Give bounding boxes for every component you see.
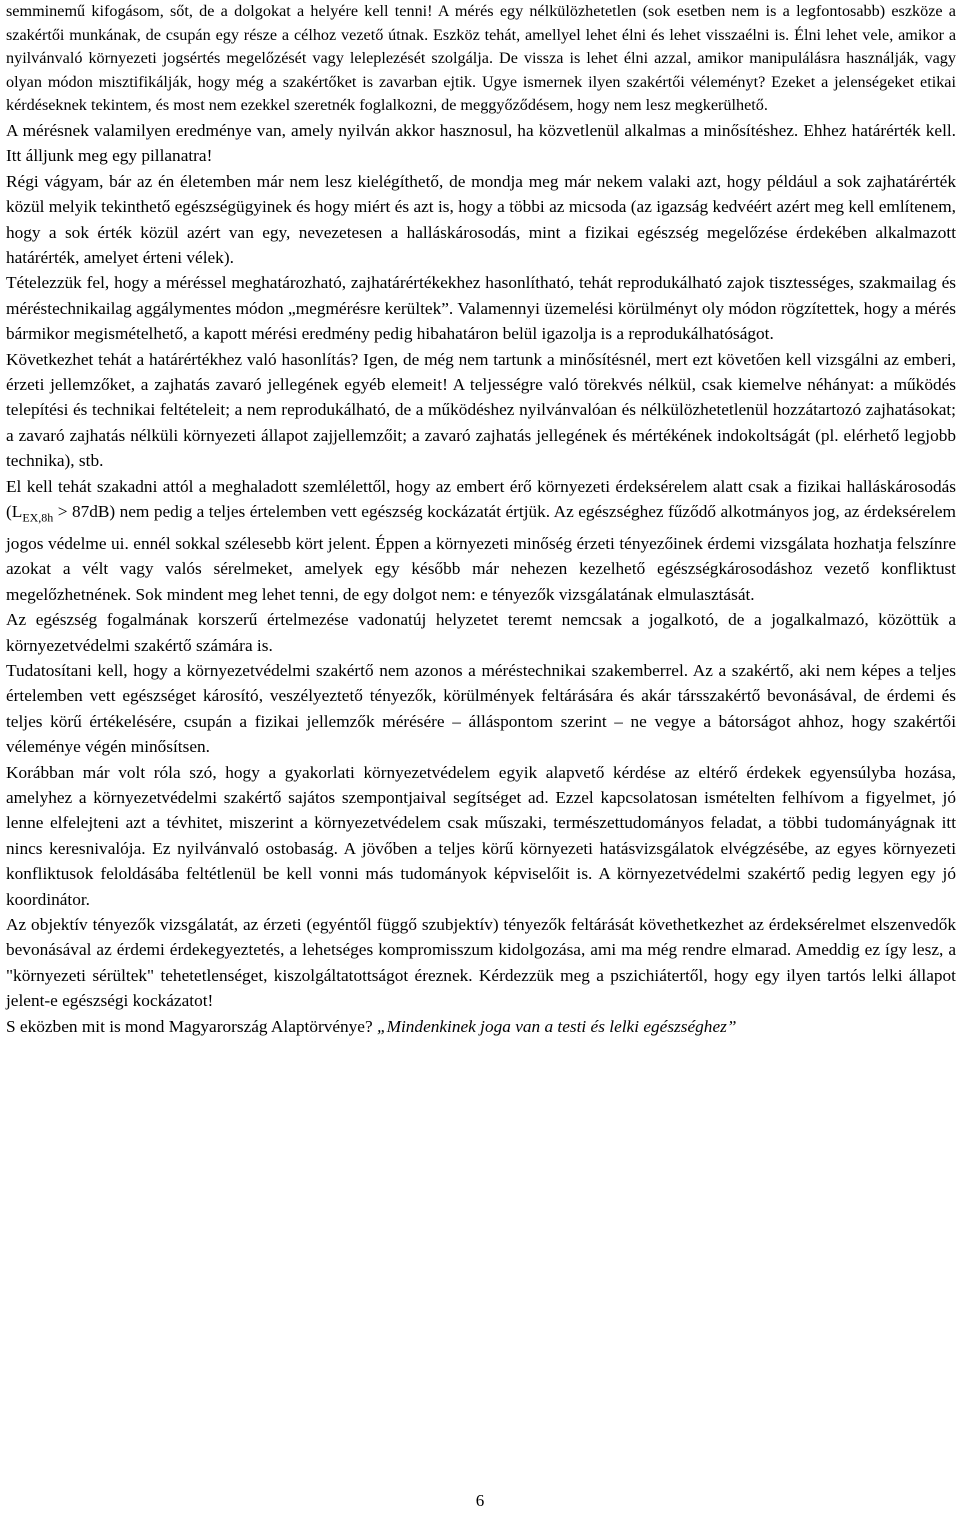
page-number: 6 [475, 1491, 485, 1510]
health-risk-text-end: > 87dB) nem pedig a teljes értelemben vett egészség kockázatát értjük. Az egészséghez fűződő alkotmányos jog, az érdeksérelem jogos védelme ui. ennél sokkal szélesebb kört jelent. Éppen a környezeti minőség érzeti tényezőinek érdemi vizsgálata hozhatja felszínre azokat a vélt vagy valós sérelmeket, amelyek egy később már nehezen kezelhető egészségkárosodáshoz vezető konfliktust megelőzhetnének. Sok mindent meg lehet tenni, de egy dolgot nem: e tényezők vizsgálatának elmulasztását. [6, 502, 956, 604]
paragraph-intro: semminemű kifogásom, sőt, de a dolgokat a helyére kell tenni! A mérés egy nélkülözhetetlen (sok esetben nem is a legfontosabb) eszköze a szakértői munkának, de csupán egy része a célhoz vezető útnak. Eszköz tehát, amellyel lehet élni és lehet visszaélni is. Élni lehet vele, amikor a nyilvánvaló környezeti jogsértés megelőzését vagy leleplezését szolgálja. De vissza is lehet élni azzal, amikor manipulálásra használják, vagy olyan módon misztifikálják, hogy még a szakértőket is zavarban ejtik. Ugye ismernek ilyen szakértői véleményt? Ezeket a jelenségeket etikai kérdéseknek tekintem, és most nem ezekkel szeretnék foglalkozni, de meggyőződésem, hogy nem lesz megkerülhető. [6, 2, 956, 115]
paragraph-old-wish: Régi vágyam, bár az én életemben már nem lesz kielégíthető, de mondja meg már nekem valaki azt, hogy például a sok zajhatárérték közül melyik tekinthető egészségügyinek és hogy miért és azt is, hogy a többi az micsoda (az igazság kedvéért azért meg kell említenem, hogy a sok érték közül azért van egy, nevezetesen a halláskárosodás, mint a fizikai egészség megelőzése érdekében alkalmazott határérték, amelyet érteni vélek). [6, 171, 956, 267]
paragraph-measurement-result: A mérésnek valamilyen eredménye van, amely nyilván akkor hasznosul, ha közvetlenül alkalmas a minősítéshez. Ehhez határérték kell. Itt álljunk meg egy pillanatra! [6, 120, 956, 166]
constitution-question: S eközben mit is mond Magyarország Alaptörvénye? [6, 1016, 377, 1036]
paragraph-assumption: Tételezzük fel, hogy a méréssel meghatározható, zajhatárértékekhez hasonlítható, tehát reprodukálható zajok tisztességes, szakmailag és méréstechnikailag aggálymentes módon „megmérésre kerültek”. Valamennyi üzemelési körülményt oly módon rögzítettek, hogy a mérés bármikor megismételhető, a kapott mérési eredmény pedig hibahatáron belül igazolja is a reprodukálhatóságot. [6, 273, 956, 344]
lex-subscript: EX,8h [22, 510, 54, 525]
paragraph-interests: Korábban már volt róla szó, hogy a gyakorlati környezetvédelem egyik alapvető kérdése az eltérő érdekek egyensúlyba hozása, amelyhez a környezetvédelmi szakértő sajátos szempontjaival segítséget ad. Ezzel kapcsolatosan ismételten felhívom a figyelmet, jó lenne elfelejteni azt a tévhitet, miszerint a környezetvédelem csak műszaki, természettudományos feladat, a többi tudományágnak itt nincs keresnivalója. Ez nyilvánvaló ostobaság. A jövőben a teljes körű környezeti hatásvizsgálatok elvégzésébe, az egyes környezeti konfliktusok feloldásába feltétlenül be kell vonni más tudományok képviselőit is. A környezetvédelmi szakértő pedig legyen egy jó koordinátor. [6, 762, 956, 909]
health-risk-text-start: El kell tehát szakadni attól a meghaladott szemlélettől, hogy az embert érő környezeti érdeksérelem alatt csak a fizikai halláskárosodás (L [6, 476, 956, 522]
document-page [6, 0, 956, 1039]
paragraph-objective-factors: Az objektív tényezők vizsgálatát, az érzeti (egyéntől függő szubjektív) tényezők feltárását követhetkezhet az érdeksérelmet elszenvedők bevonásával az érdemi érdekegyeztetés, a lehetséges kompromisszum kidolgozása, ami ma még rendre elmarad. Ameddig ez így lesz, a "környezeti sérültek" tehetetlenséget, kiszolgáltatottságot éreznek. Kérdezzük meg a pszichiátertől, hogy egy ilyen tartós lelki állapot jelent-e egészségi kockázatot! [6, 915, 956, 1011]
paragraph-constitution [6, 1014, 956, 1039]
constitution-quote: „Mindenkinek joga van a testi és lelki egészséghez” [376, 1016, 737, 1036]
paragraph-health-concept: Az egészség fogalmának korszerű értelmezése vadonatúj helyzetet teremt nemcsak a jogalkotó, de a jogalkalmazó, közöttük a környezetvédelmi szakértő számára is. [6, 610, 956, 655]
paragraph-expert-role: Tudatosítani kell, hogy a környezetvédelmi szakértő nem azonos a méréstechnikai szakemberrel. Az a szakértő, aki nem képes a teljes értelemben vett egészséget károsító, veszélyeztető tényezők, körülmények feltárására és akár társszakértő bevonásával, de érdemi és teljes körű értékelésére, csupán a fizikai jellemzők mérésére – álláspontom szerint – ne vegye a bátorságot ahhoz, hogy szakértői véleménye végén minősítsen. [6, 660, 956, 757]
paragraph-health-risk [6, 474, 956, 607]
paragraph-comparison: Következhet tehát a határértékhez való hasonlítás? Igen, de még nem tartunk a minősítésnél, mert ezt követően kell vizsgálni az emberi, érzeti jellemzőket, a zajhatás zavaró jellegének egyéb elemeit! A teljességre való törekvés nélkül, csak kiemelve néhányat: a működés telepítési és technikai feltételeit; a nem reprodukálható, de a működéshez nyilvánvalóan és nélkülözhetetlenül hozzátartozó zajhatásokat; a zavaró zajhatás nélküli környezeti állapot zajjellemzőit; a zavaró zajhatás jellegének és mértékének indokoltságát (pl. elérhető legjobb technika), stb. [6, 349, 956, 471]
